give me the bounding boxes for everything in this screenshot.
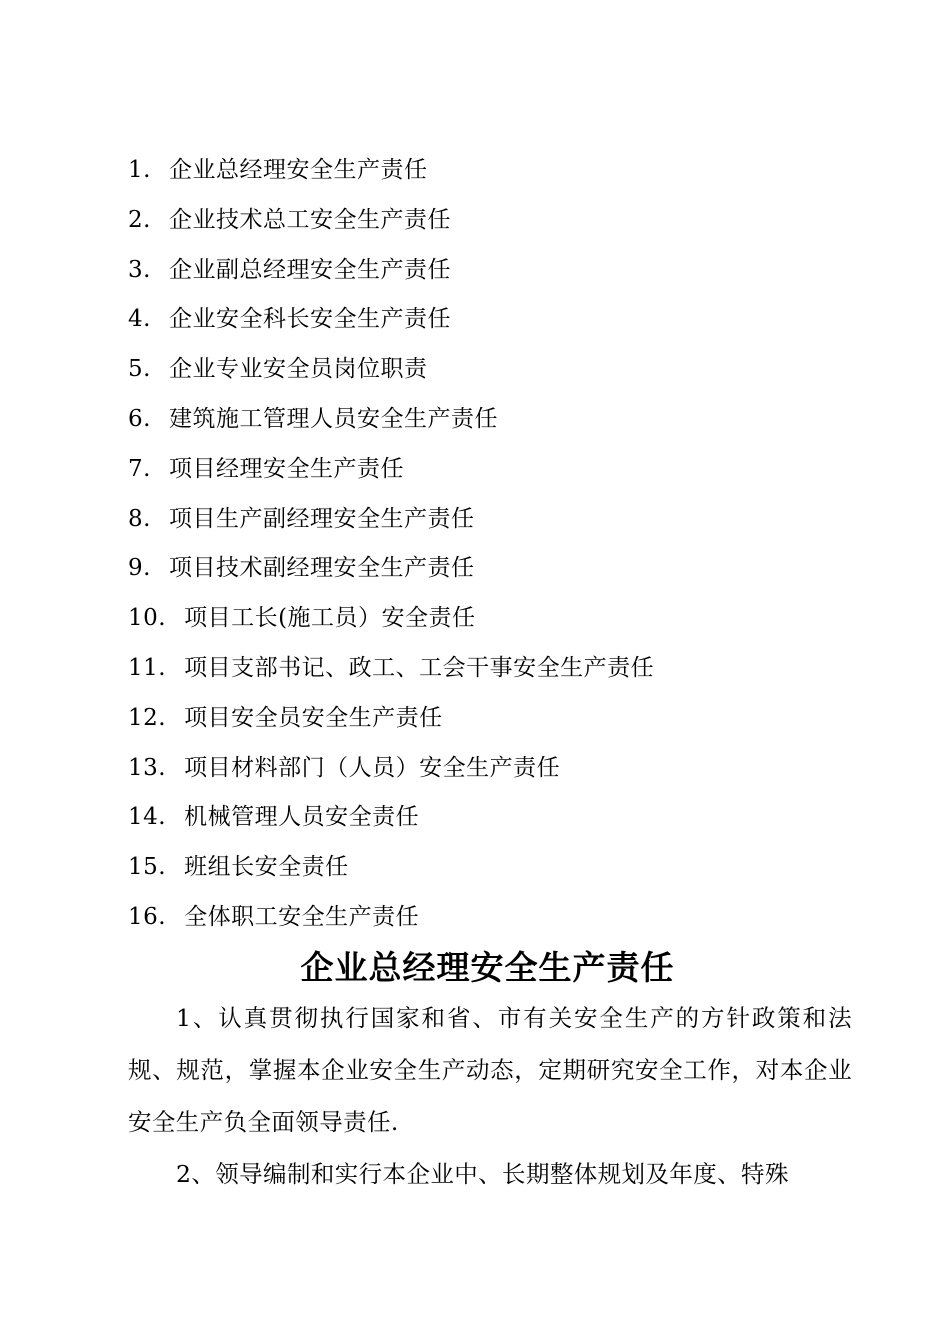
list-item-number: 9. [128, 555, 151, 582]
table-of-contents [128, 148, 888, 945]
list-item-text: 企业技术总工安全生产责任 [168, 206, 451, 233]
list-item-number: 12. [128, 704, 167, 731]
list-item [128, 397, 888, 447]
list-item [128, 198, 888, 248]
list-item-text: 建筑施工管理人员安全生产责任 [168, 405, 498, 432]
list-item-text: 企业专业安全员岗位职责 [168, 356, 428, 383]
list-item [128, 696, 888, 746]
list-item-number: 2. [128, 206, 151, 233]
list-item [128, 596, 888, 646]
list-item-text: 机械管理人员安全责任 [184, 804, 420, 831]
list-item-text: 企业总经理安全生产责任 [168, 157, 428, 183]
list-item [128, 895, 888, 945]
list-item-text: 班组长安全责任 [184, 854, 349, 881]
list-item-number: 4. [128, 306, 151, 333]
list-item [128, 297, 888, 347]
list-item [128, 746, 888, 796]
list-item-number: 5. [128, 356, 151, 383]
list-item [128, 497, 888, 547]
list-item-text: 全体职工安全生产责任 [184, 903, 420, 930]
list-item-text: 企业安全科长安全生产责任 [168, 306, 451, 333]
list-item-text: 项目生产副经理安全生产责任 [168, 505, 475, 532]
paragraph: 2、领导编制和实行本企业中、长期整体规划及年度、特殊 [176, 1160, 789, 1188]
list-item [128, 248, 888, 298]
list-item [128, 845, 888, 895]
list-item [128, 546, 888, 596]
list-item-text: 项目支部书记、政工、工会干事安全生产责任 [184, 654, 655, 681]
list-item-text: 项目材料部门（人员）安全生产责任 [184, 754, 561, 781]
list-item-number: 3. [128, 256, 151, 283]
section-body [128, 992, 852, 1200]
list-item-text: 企业副总经理安全生产责任 [168, 256, 451, 283]
list-item-number: 13. [128, 754, 167, 781]
section-title: 企业总经理安全生产责任 [300, 948, 675, 987]
list-item [128, 447, 888, 497]
list-item-text: 项目工长(施工员）安全责任 [184, 605, 476, 632]
list-item-number: 6. [128, 405, 151, 432]
list-item-number: 14. [128, 804, 167, 831]
list-item-text: 项目技术副经理安全生产责任 [168, 555, 475, 582]
list-item-number: 11. [128, 654, 167, 681]
list-item-number: 15. [128, 854, 167, 881]
list-item [128, 646, 888, 696]
list-item-number: 16. [128, 903, 167, 930]
list-item-number: 8. [128, 505, 151, 532]
paragraph: 1、认真贯彻执行国家和省、市有关安全生产的方针政策和法规、规范，掌握本企业安全生产动态，定期研究安全工作，对本企业安全生产负全面领导责任. [128, 1004, 852, 1136]
list-item [128, 148, 888, 198]
list-item [128, 347, 888, 397]
list-item-number: 7. [128, 455, 151, 482]
list-item-number: 10. [128, 605, 167, 632]
list-item-text: 项目经理安全生产责任 [168, 455, 404, 482]
list-item-number: 1. [128, 157, 151, 183]
list-item-text: 项目安全员安全生产责任 [184, 704, 443, 731]
list-item [128, 795, 888, 845]
